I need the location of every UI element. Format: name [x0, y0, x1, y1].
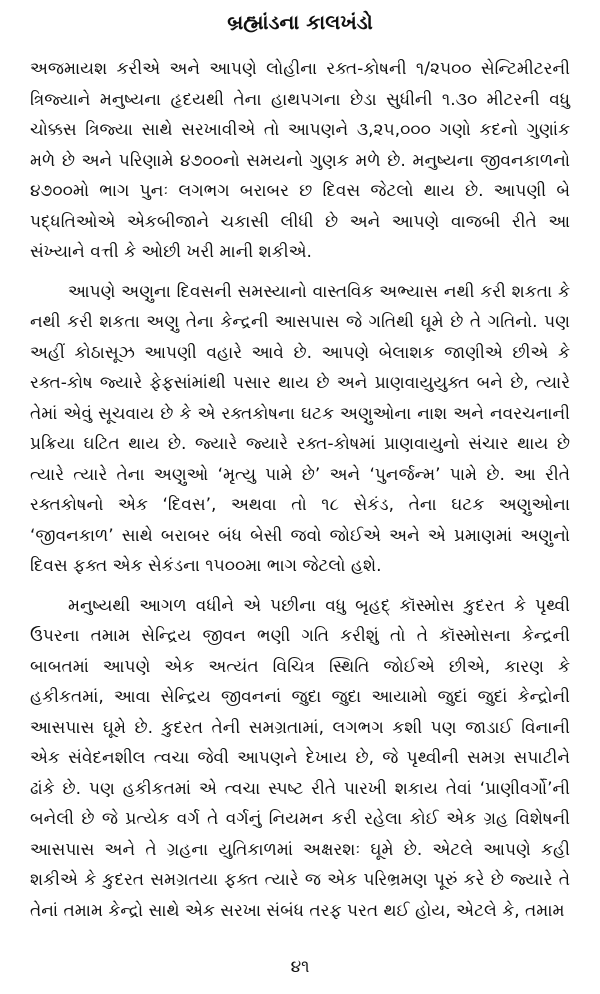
paragraph-3-text: મનુષ્યથી આગળ વધીને એ પછીના વધુ બૃહદ્ કૉસ્મોસ કુદરત કે પૃથ્વી ઉપરના તમામ સેન્દ્રિય જીવન ભણી ગતિ કરીશું તો તે કૉસ્મોસના કેન્દ્રની બાબતમાં આપણે એક અત્યંત વિચિત્ર સ્થિતિ જોઈએ છીએ, કારણ કે હકીકતમાં, આવા સેન્દ્રિય જીવનનાં જુદા જુદા આયામો જુદાં જુદાં કેન્દ્રોની આસપાસ ઘૂમે છે. કુદરત તેની સમગ્રતામાં, લગભગ કશી પણ જાડાઈ વિનાની એક સંવેદનશીલ ત્વચા જેવી આપણને દેખાય છે, જે પૃથ્વીની સમગ્ર સપાટીને ઢાંકે છે. પણ હકીકતમાં એ ત્વચા સ્પષ્ટ રીતે પારખી શકાય તેવાં ‘પ્રાણીવર્ગો’ની બનેલી છે જે પ્રત્યેક વર્ગ તે વર્ગનું નિયમન કરી રહેલા કોઈ એક ગ્રહ વિશેષની આસપાસ અને તે ગ્રહના યુતિકાળમાં અક્ષરશઃ ઘૂમે છે. એટલે આપણે કહી શકીએ કે કુદરત સમગ્રતયા ફક્ત ત્યારે જ એક પરિભ્રમણ પૂરું કરે છે જ્યારે તે તેનાં તમામ કેન્દ્રો સાથે એક સરખા સંબંધ તરફ પરત થઈ હોય, એટલે કે, તમામ — [30, 595, 570, 921]
paragraph-3 — [30, 591, 570, 927]
paragraph-1 — [30, 54, 570, 268]
paragraph-2-text: આપણે અણુના દિવસની સમસ્યાનો વાસ્તવિક અભ્યાસ નથી કરી શકતા કે નથી કરી શકતા અણુ તેના કેન્દ્રની આસપાસ જે ગતિથી ઘૂમે છે તે ગતિનો. પણ અહીં કોઠાસૂઝ આપણી વહારે આવે છે. આપણે બેલાશક જાણીએ છીએ કે રક્ત-કોષ જ્યારે ફેફસાંમાંથી પસાર થાય છે અને પ્રાણવાયુયુક્ત બને છે, ત્યારે તેમાં એવું સૂચવાય છે કે એ રક્તકોષના ઘટક અણુઓના નાશ અને નવરચનાની પ્રક્રિયા ઘટિત થાય છે. જ્યારે જ્યારે રક્ત-કોષમાં પ્રાણવાયુનો સંચાર થાય છે ત્યારે ત્યારે તેના અણુઓ ‘મૃત્યુ પામે છે’ અને ‘પુનર્જન્મ’ પામે છે. આ રીતે રક્તકોષનો એક ‘દિવસ’, અથવા તો ૧૮ સેકંડ, તેના ઘટક અણુઓના ‘જીવનકાળ’ સાથે બરાબર બંધ બેસી જવો જોઈએ અને એ પ્રમાણમાં અણુનો દિવસ ફક્ત એક સેકંડના ૧૫૦૦મા ભાગ જેટલો હશે. — [30, 281, 570, 576]
page-title: બ્રહ્માંડના કાલખંડો — [227, 10, 373, 34]
paragraph-2 — [30, 277, 570, 582]
paragraph-1-text: અજમાયશ કરીએ અને આપણે લોહીના રક્ત-કોષની ૧/૨૫૦૦ સેન્ટિમીટરની ત્રિજ્યાને મનુષ્યના હૃદયથી તેના હાથપગના છેડા સુધીની ૧.૩૦ મીટરની વધુ ચોક્કસ ત્રિજ્યા સાથે સરખાવીએ તો આપણને ૩,૨૫,૦૦૦ ગણો કદનો ગુણાંક મળે છે અને પરિણામે ૪૭૦૦નો સમયનો ગુણક મળે છે. મનુષ્યના જીવનકાળનો ૪૭૦૦મો ભાગ પુનઃ લગભગ બરાબર છ દિવસ જેટલો થાય છે. આપણી બે પદ્ધતિઓએ એકબીજાને ચકાસી લીધી છે અને આપણે વાજબી રીતે આ સંખ્યાને વત્તી કે ઓછી ખરી માની શકીએ. — [30, 59, 570, 262]
page-number: ૪૧ — [290, 957, 310, 977]
